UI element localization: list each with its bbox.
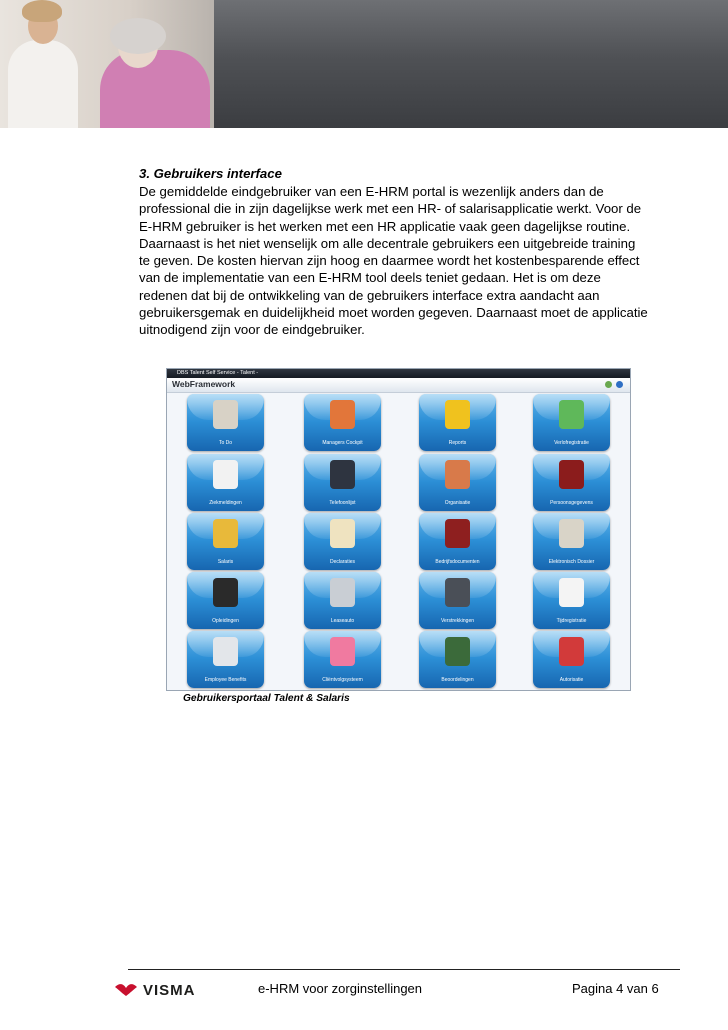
app-window-title: DBS Talent Self Service - Talent - — [177, 370, 259, 376]
tile-verlofregistratie[interactable] — [533, 394, 610, 451]
org-people-icon — [445, 460, 470, 489]
paragraph-line: professional die in zijn dagelijkse werk met een HR- of salarisapplicatie werkt. Voor de — [139, 201, 642, 217]
paragraph-line: te geven. De kosten hiervan zijn hoog en daarmee wordt het kostenbesparende effect — [139, 253, 640, 269]
tile-declaraties[interactable] — [304, 513, 381, 570]
tile-label: Persoonsgegevens — [550, 500, 593, 506]
caregiver-photo — [0, 0, 214, 128]
clipboard-icon — [213, 400, 238, 429]
two-people-icon — [445, 637, 470, 666]
tile-verstrekkingen[interactable] — [419, 572, 496, 629]
section-title: 3. Gebruikers interface — [139, 166, 282, 181]
phone-icon — [330, 460, 355, 489]
tile-label: Declaraties — [329, 559, 355, 565]
body-paragraph — [139, 183, 669, 339]
tile-telefoonlijst[interactable] — [304, 454, 381, 511]
laptop-icon — [445, 578, 470, 607]
svg-text:VISMA: VISMA — [143, 982, 196, 999]
paragraph-line: redenen dat bij de ontwikkeling van de gebruikers interface extra aandacht aan — [139, 287, 600, 303]
tile-label: Beoordelingen — [441, 677, 474, 683]
tile-label: Tijdregistratie — [556, 618, 587, 624]
tile-ziekmeldingen[interactable] — [187, 454, 264, 511]
tile-opleidingen[interactable] — [187, 572, 264, 629]
pie-chart-icon — [445, 400, 470, 429]
barrier-icon — [559, 637, 584, 666]
header-banner — [0, 0, 728, 128]
tile-persoonsgegevens[interactable] — [533, 454, 610, 511]
tile-grid — [187, 394, 617, 688]
tile-elektronisch-dossier[interactable] — [533, 513, 610, 570]
tile-label: Telefoonlijst — [329, 500, 356, 506]
paragraph-line: van de implementatie van een E-HRM tool deels teniet gedaan. Het is om deze — [139, 270, 601, 286]
info-icon — [616, 381, 623, 388]
tile-label: Leaseauto — [330, 618, 355, 624]
tile-tijdregistratie[interactable] — [533, 572, 610, 629]
file-cabinet-icon — [559, 519, 584, 548]
tile-autorisatie[interactable] — [533, 631, 610, 688]
tile-label: Managers Cockpit — [322, 440, 363, 446]
tile-leaseauto[interactable] — [304, 572, 381, 629]
person-coins-icon — [213, 519, 238, 548]
paragraph-line: gebruikersgemak en duidelijkheid moet worden gegeven. Daarnaast moet de applicatie — [139, 305, 648, 321]
app-menubar — [167, 378, 630, 393]
person-icon — [330, 637, 355, 666]
tile-salaris[interactable] — [187, 513, 264, 570]
tile-beoordelingen[interactable] — [419, 631, 496, 688]
tile-to-do[interactable] — [187, 394, 264, 451]
tile-label: Employee Benefits — [204, 677, 247, 683]
car-icon — [330, 578, 355, 607]
tile-label: Reports — [448, 440, 467, 446]
calendar-palm-icon — [559, 400, 584, 429]
visma-logo — [113, 979, 209, 999]
tile-employee-benefits[interactable] — [187, 631, 264, 688]
tile-label: To Do — [218, 440, 233, 446]
tile-label: Bedrijfsdocumenten — [435, 559, 480, 565]
footer-document-title: e-HRM voor zorginstellingen — [258, 981, 423, 996]
tile-label: Cliëntvolgsysteem — [322, 677, 363, 683]
paragraph-line: Daarnaast is het niet wenselijk om alle decentrale gebruikers een uitgebreide training — [139, 235, 636, 251]
figure-caption: Gebruikersportaal Talent & Salaris — [183, 693, 350, 704]
tile-label: Elektronisch Dossier — [548, 559, 595, 565]
tile-label: Verstrekkingen — [440, 618, 475, 624]
app-titlebar — [167, 369, 630, 378]
gauge-icon — [330, 400, 355, 429]
tile-managers-cockpit[interactable] — [304, 394, 381, 451]
books-icon — [445, 519, 470, 548]
paragraph-line: E-HRM gebruiker is het werken met een HR applicatie vaak geen dagelijkse routine. — [139, 218, 631, 234]
clock-icon — [559, 578, 584, 607]
tile-organisatie[interactable] — [419, 454, 496, 511]
leaf-icon — [605, 381, 612, 388]
tile-label: Organisatie — [444, 500, 471, 506]
tile-bedrijfsdocumenten[interactable] — [419, 513, 496, 570]
tile-cli-ntvolgsysteem[interactable] — [304, 631, 381, 688]
tile-label: Verlofregistratie — [554, 440, 589, 446]
app-brand: WebFramework — [172, 379, 236, 389]
graduate-icon — [213, 578, 238, 607]
tile-label: Salaris — [217, 559, 234, 565]
tile-label: Opleidingen — [212, 618, 239, 624]
paragraph-line: De gemiddelde eindgebruiker van een E-HRM portal is wezenlijk anders dan de — [139, 184, 604, 199]
receipts-icon — [330, 519, 355, 548]
footer-rule — [128, 969, 680, 970]
wallet-icon — [559, 460, 584, 489]
app-screenshot — [166, 368, 631, 691]
tile-label: Ziekmeldingen — [209, 500, 242, 506]
envelope-icon — [213, 460, 238, 489]
paragraph-line: uitnodigend zijn voor de eindgebruiker. — [139, 322, 365, 338]
tile-reports[interactable] — [419, 394, 496, 451]
car-palm-icon — [213, 637, 238, 666]
footer-page-number: Pagina 4 van 6 — [572, 981, 659, 996]
tile-label: Autorisatie — [559, 677, 584, 683]
